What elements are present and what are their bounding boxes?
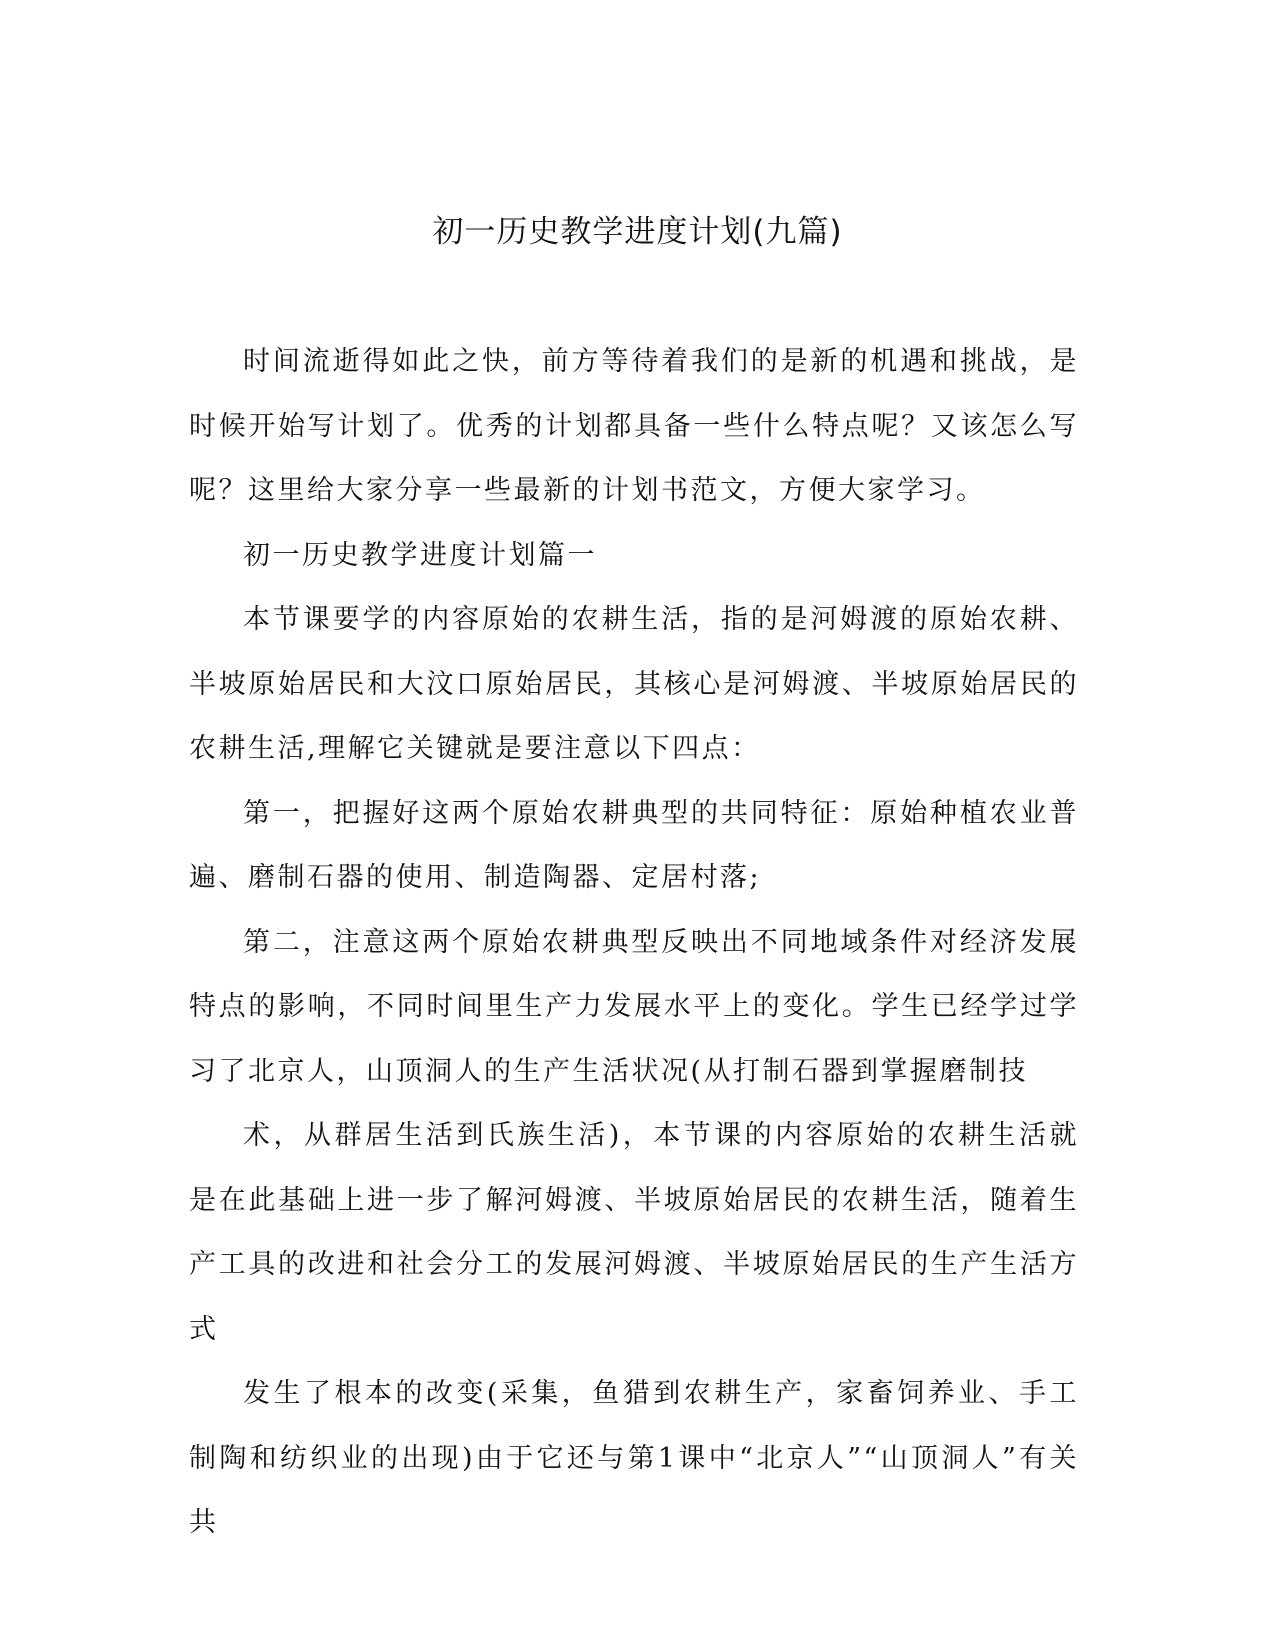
paragraph-content-overview: 本节课要学的内容原始的农耕生活，指的是河姆渡的原始农耕、半坡原始居民和大汶口原始居民，其核心是河姆渡、半坡原始居民的农耕生活,理解它关键就是要注意以下四点：: [189, 604, 1079, 764]
paragraph-change: 发生了根本的改变(采集，鱼猎到农耕生产，家畜饲养业、手工制陶和纺织业的出现)由于它还与第1课中“北京人”“山顶洞人”有关共: [189, 1378, 1079, 1538]
document-body: [189, 330, 1079, 1556]
paragraph-point-one: 第一，把握好这两个原始农耕典型的共同特征：原始种植农业普遍、磨制石器的使用、制造陶器、定居村落;: [189, 797, 1079, 893]
paragraph-point-two: 第二，注意这两个原始农耕典型反映出不同地域条件对经济发展特点的影响，不同时间里生产力发展水平上的变化。学生已经学过学习了北京人，山顶洞人的生产生活状况(从打制石器到掌握磨制技: [189, 926, 1079, 1087]
document-title: 初一历史教学进度计划(九篇): [432, 214, 843, 250]
paragraph-intro: 时间流逝得如此之快，前方等待着我们的是新的机遇和挑战，是时候开始写计划了。优秀的计划都具备一些什么特点呢？又该怎么写呢？这里给大家分享一些最新的计划书范文，方便大家学习。: [189, 346, 1079, 506]
paragraph-continuation: 术，从群居生活到氏族生活)，本节课的内容原始的农耕生活就是在此基础上进一步了解河姆渡、半坡原始居民的农耕生活，随着生产工具的改进和社会分工的发展河姆渡、半坡原始居民的生产生活方式: [189, 1120, 1079, 1345]
section-heading: 初一历史教学进度计划篇一: [243, 539, 597, 571]
